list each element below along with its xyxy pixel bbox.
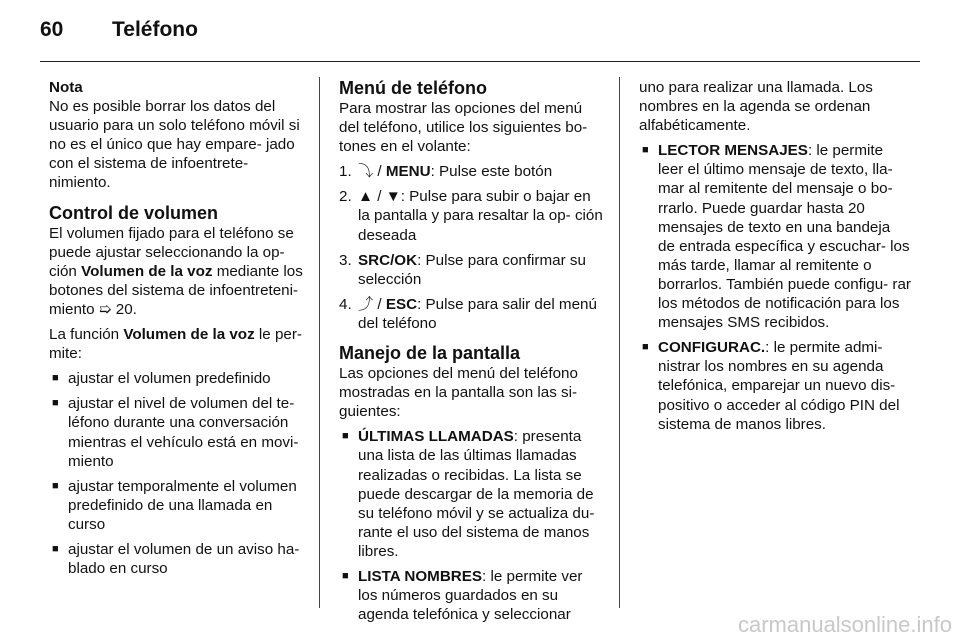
step-item: [339, 251, 605, 289]
column-1: [49, 78, 305, 584]
step-key: ESC: [385, 295, 418, 313]
step-item: [339, 162, 605, 181]
display-intro: Las opciones del menú del teléfono mostradas en la pantalla son las si- guientes:: [339, 365, 578, 421]
volume-p2-text-a: La función: [49, 326, 124, 344]
note: [49, 78, 305, 193]
list-item: ■ ajustar el volumen de un aviso ha- blado en curso: [49, 540, 305, 578]
step-separator: /: [373, 163, 386, 181]
column-divider-1: [319, 77, 320, 608]
column-3: [639, 78, 911, 440]
option-key: LECTOR MENSAJES: [658, 142, 808, 160]
option-key: ÚLTIMAS LLAMADAS: [358, 428, 514, 446]
volume-p2-text-b: le per- mite:: [49, 326, 302, 363]
volume-p1-text-b: mediante los botones del sistema de infoentreteni- miento: [49, 262, 303, 318]
note-text: No es posible borrar los datos del usuario para un solo teléfono móvil si no es el único que hay empare- jado con el sistema de infoentrete- nimiento.: [49, 98, 300, 192]
note-title: Nota: [49, 79, 83, 96]
list-item: ■ ajustar temporalmente el volumen predefinido de una llamada en curso: [49, 477, 305, 534]
step-key: MENU: [385, 163, 431, 181]
list-item: [639, 338, 911, 433]
phone-menu-intro: Para mostrar las opciones del menú del teléfono, utilice los siguientes bo- tones en el volante:: [339, 100, 588, 156]
hang-up-icon: ⤴: [358, 295, 374, 313]
option-key: CONFIGURAC.: [658, 339, 766, 357]
volume-p1-text-a: El volumen fijado para el teléfono se puede ajustar seleccionando la op- ción: [49, 224, 294, 280]
column-divider-2: [619, 77, 620, 608]
list-item: [339, 427, 605, 561]
display-options-list: [339, 427, 605, 624]
page-number: 60: [40, 18, 64, 41]
section-title-volume: Control de volumen: [49, 202, 219, 223]
watermark: carmanualsonline.info: [737, 612, 952, 637]
phone-call-icon: ⤵: [358, 163, 374, 181]
option-text: : le permite ver los números guardados en su agenda telefónica y seleccionar: [358, 567, 583, 624]
step-text: : Pulse este botón: [430, 163, 553, 181]
list-item: ■ ajustar el nivel de volumen del te- léfono durante una conversación mientras el vehículo está en movi- miento: [49, 394, 305, 470]
step-item: [339, 295, 605, 333]
section-title-display: Manejo de la pantalla: [339, 343, 521, 364]
volume-bullet-list: [49, 369, 305, 578]
step-key: SRC/OK: [358, 251, 418, 269]
header-rule: [40, 61, 920, 62]
phone-menu-steps: [339, 162, 605, 333]
step-text: : Pulse para salir del menú del teléfono: [358, 295, 597, 332]
volume-p2-bold: Volumen de la voz: [123, 326, 255, 344]
page-reference-icon: ➯: [98, 300, 112, 318]
page-title: Teléfono: [112, 18, 198, 41]
option-key: LISTA NOMBRES: [358, 567, 483, 585]
step-number: 2.: [339, 188, 352, 206]
list-item: ■ ajustar el volumen predefinido: [49, 369, 305, 388]
up-down-arrow-icon: ▲ / ▼: [358, 188, 401, 206]
section-title-phone-menu: Menú de teléfono: [339, 78, 487, 98]
volume-paragraph-1: [49, 224, 305, 319]
volume-p1-bold: Volumen de la voz: [81, 262, 213, 280]
continuation-text: uno para realizar una llamada. Los nombres en la agenda se ordenan alfabéticamente.: [639, 79, 873, 135]
column-2: [339, 78, 605, 630]
step-number: 1.: [339, 163, 352, 181]
volume-paragraph-2: [49, 325, 305, 363]
display-options-list-cont: [639, 141, 911, 433]
step-item: [339, 187, 605, 244]
step-number: 3.: [339, 251, 352, 269]
page-reference-link[interactable]: 20.: [111, 300, 137, 318]
option-text: : le permite admi- nistrar los nombres en su agenda telefónica, emparejar un nuevo dis- positivo o acceder al código PIN del sistema de manos libres.: [658, 339, 900, 433]
step-text: : Pulse para subir o bajar en la pantalla y para resaltar la op- ción deseada: [358, 188, 603, 244]
step-separator: /: [373, 295, 386, 313]
list-item: [339, 567, 605, 624]
list-item: [639, 141, 911, 332]
step-number: 4.: [339, 295, 352, 313]
option-text: : presenta una lista de las últimas llamadas realizadas o recibidas. La lista se puede descargar de la memoria de su teléfono móvil y se actualiza du- rante el uso del sistema de manos libres.: [358, 428, 595, 560]
option-text: : le permite leer el último mensaje de texto, lla- mar al remitente del mensaje o bo- rrarlo. Puede guardar hasta 20 mensajes de texto en una bandeja de entrada específica y escuchar- los más tarde, llamar al remitente o borrarlos. También puede configu- rar los métodos de notificación para los mensajes SMS recibidos.: [658, 142, 911, 332]
step-text: : Pulse para confirmar su selección: [358, 251, 586, 288]
